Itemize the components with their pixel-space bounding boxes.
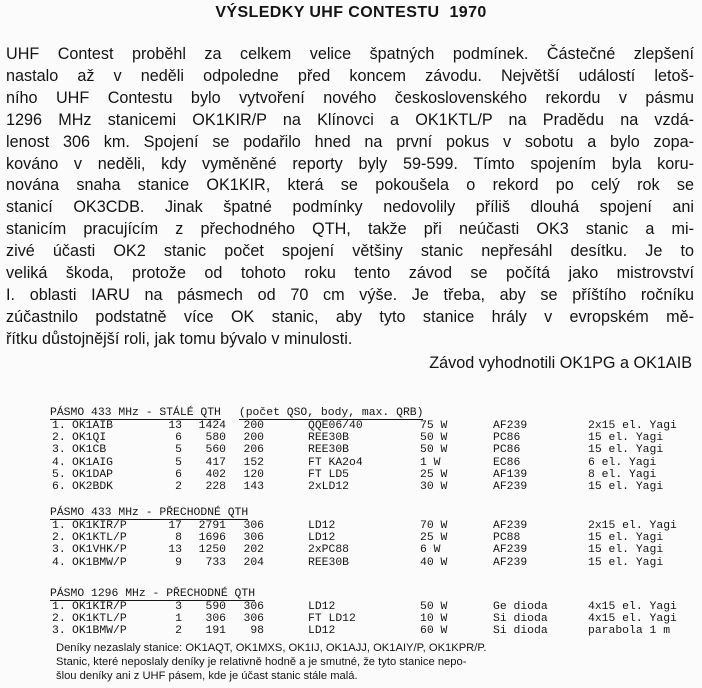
- cell-pwr: 70 W: [420, 520, 448, 532]
- cell-ant: parabola 1 m: [588, 625, 671, 638]
- cell-qrb: 306: [243, 520, 264, 532]
- notes-paragraph: [56, 641, 656, 683]
- cell-qso: 3: [175, 601, 182, 613]
- paragraph-line: lenost 306 km. Spojení se podařilo hned na první pokus v sobotu a bylo zopa-: [6, 132, 694, 151]
- cell-n: 1.: [52, 520, 66, 532]
- cell-call: OK2BDK: [72, 480, 114, 493]
- cell-eq: REE30B: [308, 444, 350, 457]
- cell-rx: AF239: [493, 520, 528, 532]
- table-row: [50, 456, 657, 469]
- section-title: PÁSMO 433 MHz - PŘECHODNÉ QTH: [50, 507, 249, 519]
- cell-rx: EC86: [493, 456, 521, 469]
- cell-pwr: 6 W: [420, 544, 441, 557]
- table-row: [50, 556, 664, 569]
- cell-eq: LD12: [308, 532, 336, 545]
- cell-qso: 2: [175, 480, 182, 493]
- cell-qrb: 143: [243, 480, 264, 493]
- section-heading: [50, 407, 423, 420]
- cell-eq: FT LD12: [308, 613, 356, 626]
- cell-rx: Si dioda: [493, 613, 548, 626]
- cell-pwr: 10 W: [420, 613, 448, 626]
- cell-pwr: 1 W: [420, 456, 441, 469]
- cell-n: 3.: [52, 625, 66, 638]
- cell-qso: 9: [175, 556, 182, 569]
- cell-eq: 2xPC88: [308, 544, 350, 557]
- cell-pts: 402: [205, 468, 226, 481]
- cell-call: OK1CB: [72, 444, 107, 457]
- cell-pwr: 40 W: [420, 556, 448, 569]
- cell-qrb: 200: [243, 420, 264, 432]
- cell-pts: 1424: [198, 420, 226, 432]
- cell-call: OK1BMW/P: [72, 556, 127, 569]
- table-row: [50, 532, 664, 545]
- table-row: [50, 432, 664, 445]
- cell-ant: 15 el. Yagi: [588, 432, 664, 445]
- cell-pwr: 50 W: [420, 444, 448, 457]
- page-title: [0, 4, 702, 22]
- cell-pwr: 50 W: [420, 432, 448, 445]
- cell-pts: 1250: [198, 544, 226, 557]
- cell-call: OK1AIB: [72, 420, 114, 432]
- cell-pts: 733: [205, 556, 226, 569]
- cell-pts: 580: [205, 432, 226, 445]
- cell-pts: 590: [205, 601, 226, 613]
- cell-ant: 4x15 el. Yagi: [588, 613, 677, 626]
- table-row: [50, 613, 677, 626]
- cell-qso: 2: [175, 625, 182, 638]
- cell-pwr: 60 W: [420, 625, 448, 638]
- cell-qso: 5: [175, 444, 182, 457]
- cell-call: OK1KTL/P: [72, 613, 127, 626]
- evaluated-by: Závod vyhodnotili OK1PG a OK1AIB: [429, 354, 692, 372]
- cell-call: OK1QI: [72, 432, 107, 445]
- title-year: 1970: [449, 4, 487, 21]
- paragraph-line: veliká škoda, protože od tohoto roku tento závod se počítá jako mistrovství: [6, 264, 694, 283]
- cell-ant: 15 el. Yagi: [588, 544, 664, 557]
- notes-line: šlou deníky ani z UHF pásem, kde je účast stanic stále malá.: [56, 670, 358, 682]
- cell-qrb: 200: [243, 432, 264, 445]
- cell-pwr: 30 W: [420, 480, 448, 493]
- cell-qso: 6: [175, 432, 182, 445]
- cell-ant: 15 el. Yagi: [588, 532, 664, 545]
- cell-n: 3.: [52, 544, 66, 557]
- cell-qrb: 204: [243, 556, 264, 569]
- cell-rx: PC86: [493, 432, 521, 445]
- cell-call: OK1DAP: [72, 468, 114, 481]
- cell-ant: 2x15 el. Yagi: [588, 520, 677, 532]
- cell-rx: AF239: [493, 480, 528, 493]
- paragraph-line: ního UHF Contestu bylo vytvoření nového československého rekordu v pásmu: [6, 88, 694, 107]
- results-section-433-fixed: [50, 407, 677, 493]
- cell-eq: REE30B: [308, 556, 350, 569]
- cell-n: 3.: [52, 444, 66, 457]
- table-row: [50, 420, 677, 432]
- cell-pts: 191: [205, 625, 226, 638]
- paragraph-line: stanicí OK3CDB. Jinak špatné podmínky nedovolily příliš dlouhá spojení ani: [6, 198, 694, 217]
- cell-pts: 228: [205, 480, 226, 493]
- cell-rx: AF239: [493, 556, 528, 569]
- cell-ant: 6 el. Yagi: [588, 456, 657, 469]
- title-text: VÝSLEDKY UHF CONTESTU: [215, 4, 440, 21]
- section-heading: [50, 588, 255, 601]
- results-section-1296-portable: [50, 588, 677, 638]
- cell-pwr: 25 W: [420, 532, 448, 545]
- paragraph-line: zúčastnilo podstatně více OK stanic, aby tyto stanice hrály v evropském mě-: [6, 307, 694, 326]
- cell-eq: FT KA2o4: [308, 456, 363, 469]
- cell-qso: 13: [168, 544, 182, 557]
- paragraph-line: I. oblasti IARU na pásmech od 70 cm výše. Je třeba, aby se příštího ročníku: [6, 285, 694, 304]
- paragraph-line: stanicím pracujícím z přechodného QTH, takže při neúčasti OK3 stanic a mi-: [6, 220, 694, 239]
- cell-qso: 6: [175, 468, 182, 481]
- cell-call: OK1BMW/P: [72, 625, 127, 638]
- paragraph-line: nována snaha stanice OK1KIR, která se pokoušela o rekord po celý rok se: [6, 176, 694, 195]
- cell-eq: LD12: [308, 601, 336, 613]
- cell-eq: 2xLD12: [308, 480, 350, 493]
- section-subtitle: (počet QSO, body, max. QRB): [238, 407, 424, 419]
- table-row: [50, 480, 664, 493]
- cell-qrb: 306: [243, 601, 264, 613]
- intro-paragraph: [6, 44, 694, 351]
- cell-qrb: 206: [243, 444, 264, 457]
- cell-n: 1.: [52, 601, 66, 613]
- cell-pwr: 50 W: [420, 601, 448, 613]
- notes-line: Deníky nezaslaly stanice: OK1AQT, OK1MXS, OK1IJ, OK1AJJ, OK1AIY/P, OK1KPR/P.: [56, 642, 487, 654]
- cell-qso: 17: [168, 520, 182, 532]
- cell-rx: AF139: [493, 468, 528, 481]
- notes-line: Stanic, které neposlaly deníky je relativně hodně a je smutné, že tyto stanice nepo-: [56, 656, 467, 668]
- cell-rx: PC88: [493, 532, 521, 545]
- cell-eq: LD12: [308, 520, 336, 532]
- cell-qrb: 152: [243, 456, 264, 469]
- cell-qrb: 120: [243, 468, 264, 481]
- cell-n: 4.: [52, 456, 66, 469]
- cell-n: 2.: [52, 432, 66, 445]
- paragraph-line: zivé účasti OK2 stanic počet spojení většiny stanic nepřesáhl desítku. Je to: [6, 242, 694, 261]
- cell-rx: AF239: [493, 420, 528, 432]
- paragraph-line: nastalo až v neděli odpoledne před koncem závodu. Největší událostí letoš-: [6, 66, 694, 85]
- paragraph-line: řítku důstojnější roli, jak tomu bývalo v minulosti.: [6, 329, 353, 348]
- cell-n: 6.: [52, 480, 66, 493]
- cell-call: OK1KTL/P: [72, 532, 127, 545]
- cell-pwr: 75 W: [420, 420, 448, 432]
- cell-ant: 15 el. Yagi: [588, 556, 664, 569]
- cell-rx: Ge dioda: [493, 601, 548, 613]
- cell-qrb: 98: [250, 625, 264, 638]
- cell-eq: LD12: [308, 625, 336, 638]
- section-title: PÁSMO 1296 MHz - PŘECHODNÉ QTH: [50, 588, 256, 600]
- cell-qso: 13: [168, 420, 182, 432]
- paragraph-line: kováno v neděli, kdy vyměněné reporty byly 59-599. Tímto spojením byla koru-: [6, 154, 694, 173]
- table-row: [50, 444, 664, 457]
- cell-call: OK1VHK/P: [72, 544, 127, 557]
- cell-qrb: 306: [243, 532, 264, 545]
- table-row: [50, 544, 664, 557]
- cell-pts: 2791: [198, 520, 226, 532]
- paragraph-line: UHF Contest proběhl za celkem velice špatných podmínek. Částečné zlepšení: [6, 45, 694, 63]
- cell-eq: REE30B: [308, 432, 350, 445]
- cell-qrb: 202: [243, 544, 264, 557]
- paragraph-line: 1296 MHz stanicemi OK1KIR/P na Klínovci a OK1KTL/P na Pradědu na vzdá-: [6, 110, 694, 129]
- cell-call: OK1KIR/P: [72, 520, 127, 532]
- cell-n: 2.: [52, 532, 66, 545]
- cell-pts: 417: [205, 456, 226, 469]
- cell-pts: 1696: [198, 532, 226, 545]
- cell-qso: 5: [175, 456, 182, 469]
- cell-ant: 15 el. Yagi: [588, 444, 664, 457]
- cell-eq: QQE06/40: [308, 420, 363, 432]
- results-section-433-portable: [50, 507, 677, 569]
- cell-n: 1.: [52, 420, 66, 432]
- table-row: [50, 625, 671, 638]
- cell-pts: 560: [205, 444, 226, 457]
- cell-qso: 8: [175, 532, 182, 545]
- cell-call: OK1KIR/P: [72, 601, 127, 613]
- cell-ant: 4x15 el. Yagi: [588, 601, 677, 613]
- cell-n: 4.: [52, 556, 66, 569]
- cell-rx: PC86: [493, 444, 521, 457]
- cell-pwr: 25 W: [420, 468, 448, 481]
- cell-rx: AF239: [493, 544, 528, 557]
- cell-qrb: 306: [243, 613, 264, 626]
- cell-ant: 8 el. Yagi: [588, 468, 657, 481]
- cell-pts: 306: [205, 613, 226, 626]
- table-row: [50, 520, 677, 532]
- section-heading: [50, 507, 248, 520]
- table-row: [50, 468, 657, 481]
- cell-qso: 1: [175, 613, 182, 626]
- cell-n: 5.: [52, 468, 66, 481]
- cell-n: 2.: [52, 613, 66, 626]
- cell-eq: FT LD5: [308, 468, 350, 481]
- section-title: PÁSMO 433 MHz - STÁLÉ QTH: [50, 407, 221, 419]
- cell-call: OK1AIG: [72, 456, 114, 469]
- cell-ant: 2x15 el. Yagi: [588, 420, 677, 432]
- cell-ant: 15 el. Yagi: [588, 480, 664, 493]
- table-row: [50, 601, 677, 613]
- cell-rx: Si dioda: [493, 625, 548, 638]
